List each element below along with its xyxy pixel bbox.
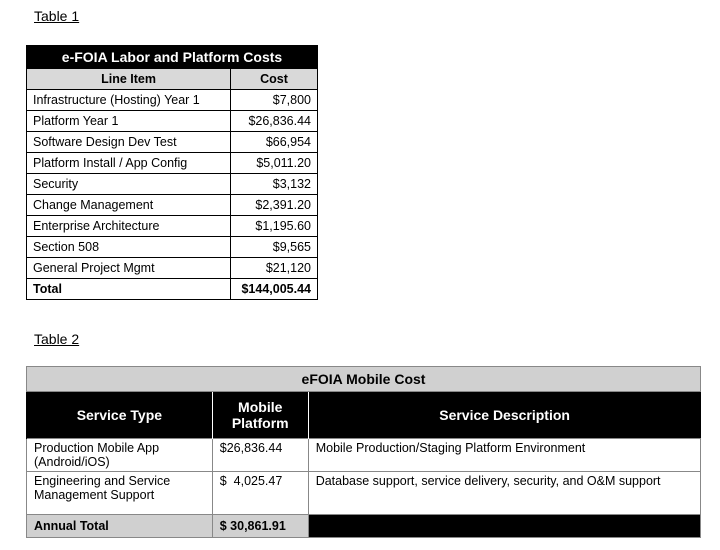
line-item: Section 508 bbox=[27, 237, 231, 258]
service-description: Mobile Production/Staging Platform Environment bbox=[308, 439, 700, 472]
table-row bbox=[27, 90, 318, 111]
table-row bbox=[27, 237, 318, 258]
table2-title: eFOIA Mobile Cost bbox=[27, 367, 701, 392]
table-row bbox=[27, 195, 318, 216]
line-item: Platform Install / App Config bbox=[27, 153, 231, 174]
header-mobile-platform: Mobile Platform bbox=[212, 392, 308, 439]
line-item: General Project Mgmt bbox=[27, 258, 231, 279]
service-type: Production Mobile App (Android/iOS) bbox=[27, 439, 213, 472]
table-row bbox=[27, 216, 318, 237]
cost-value: $5,011.20 bbox=[231, 153, 318, 174]
mobile-platform-cost: $26,836.44 bbox=[212, 439, 308, 472]
table-row bbox=[27, 439, 701, 472]
cost-value: $9,565 bbox=[231, 237, 318, 258]
service-description: Database support, service delivery, security, and O&M support bbox=[308, 472, 700, 515]
header-service-type: Service Type bbox=[27, 392, 213, 439]
header-service-description: Service Description bbox=[308, 392, 700, 439]
line-item: Enterprise Architecture bbox=[27, 216, 231, 237]
total-row bbox=[27, 279, 318, 300]
mobile-cost-table bbox=[26, 366, 701, 538]
cost-value: $1,195.60 bbox=[231, 216, 318, 237]
annual-total-value: $ 30,861.91 bbox=[212, 515, 308, 538]
line-item: Infrastructure (Hosting) Year 1 bbox=[27, 90, 231, 111]
cost-value: $26,836.44 bbox=[231, 111, 318, 132]
line-item: Software Design Dev Test bbox=[27, 132, 231, 153]
annual-total-row bbox=[27, 515, 701, 538]
total-label: Total bbox=[27, 279, 231, 300]
cost-value: $7,800 bbox=[231, 90, 318, 111]
table-row bbox=[27, 174, 318, 195]
cost-value: $21,120 bbox=[231, 258, 318, 279]
total-value: $144,005.44 bbox=[231, 279, 318, 300]
table-row bbox=[27, 472, 701, 515]
line-item: Security bbox=[27, 174, 231, 195]
header-cost: Cost bbox=[231, 69, 318, 90]
mobile-platform-cost: $ 4,025.47 bbox=[212, 472, 308, 515]
labor-platform-costs-table bbox=[26, 45, 318, 300]
cost-value: $3,132 bbox=[231, 174, 318, 195]
table-row bbox=[27, 132, 318, 153]
cost-value: $66,954 bbox=[231, 132, 318, 153]
annual-total-description bbox=[308, 515, 700, 538]
table-row bbox=[27, 258, 318, 279]
line-item: Change Management bbox=[27, 195, 231, 216]
table2-caption: Table 2 bbox=[34, 331, 80, 347]
table-row bbox=[27, 153, 318, 174]
table1-caption: Table 1 bbox=[34, 8, 80, 24]
annual-total-label: Annual Total bbox=[27, 515, 213, 538]
line-item: Platform Year 1 bbox=[27, 111, 231, 132]
cost-value: $2,391.20 bbox=[231, 195, 318, 216]
header-line-item: Line Item bbox=[27, 69, 231, 90]
table1-title: e-FOIA Labor and Platform Costs bbox=[27, 46, 318, 69]
table-row bbox=[27, 111, 318, 132]
service-type: Engineering and Service Management Support bbox=[27, 472, 213, 515]
